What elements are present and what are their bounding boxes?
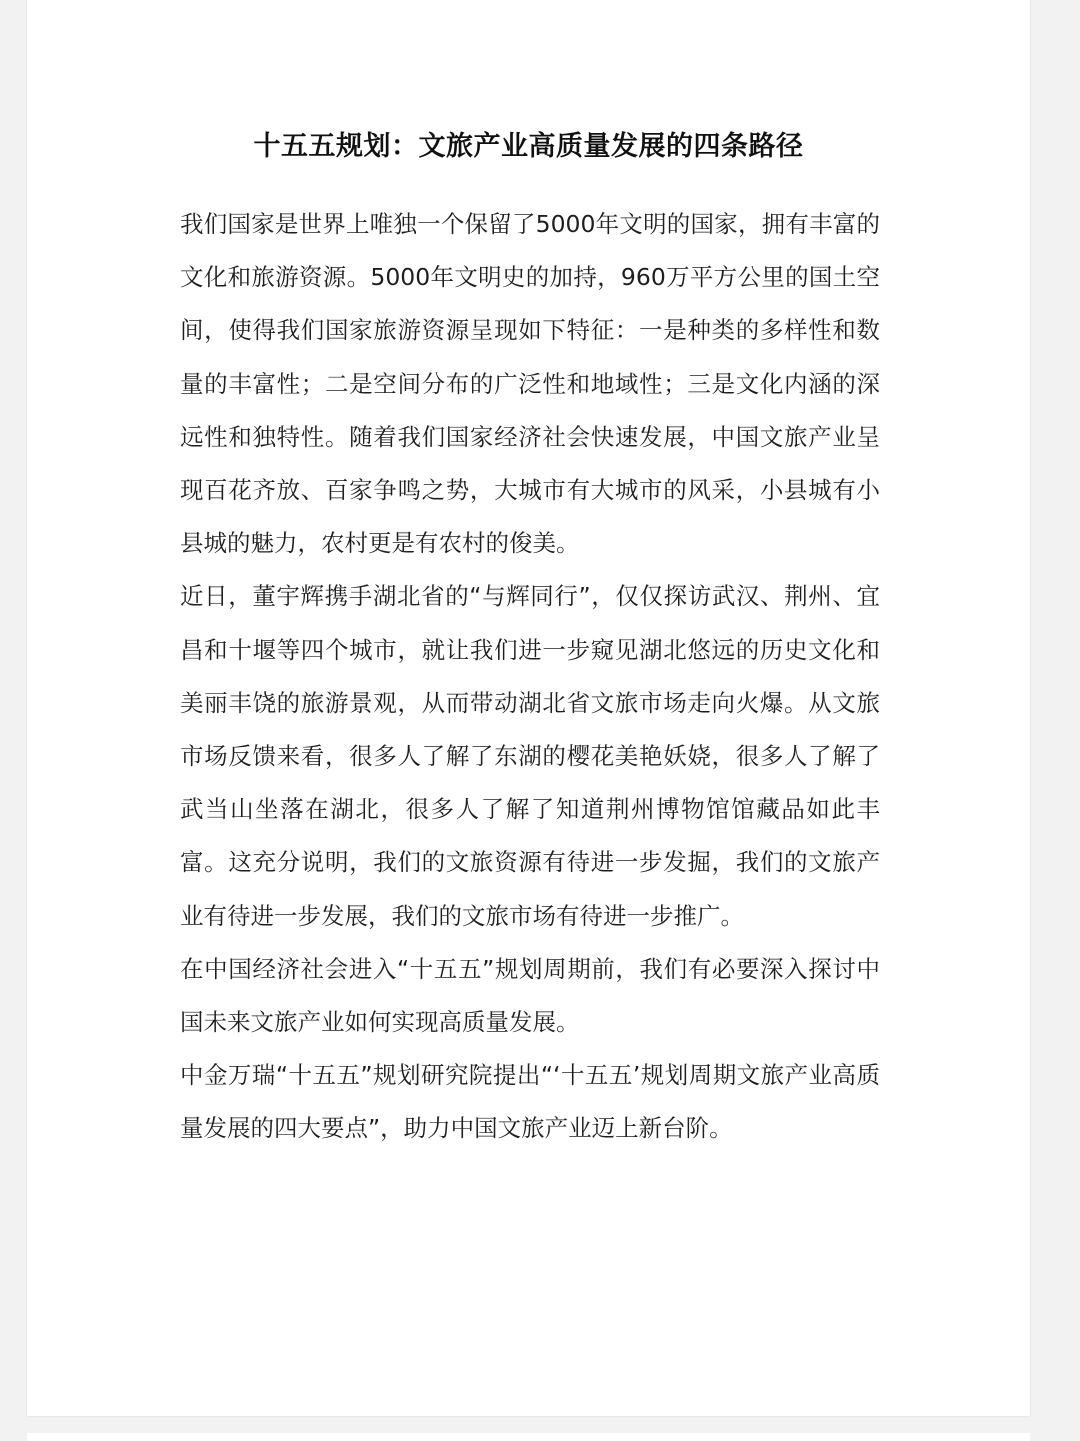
article-page: [27, 0, 1030, 1416]
article-paragraph: 在中国经济社会进入“十五五”规划周期前，我们有必要深入探讨中国未来文旅产业如何实现高质量发展。: [180, 954, 880, 1037]
article-body: [180, 198, 880, 1156]
article-paragraph: 我们国家是世界上唯独一个保留了5000年文明的国家，拥有丰富的文化和旅游资源。5000年文明史的加持，960万平方公里的国土空间，使得我们国家旅游资源呈现如下特征：一是种类的多样性和数量的丰富性；二是空间分布的广泛性和地域性；三是文化内涵的深远性和独特性。随着我们国家经济社会快速发展，中国文旅产业呈现百花齐放、百家争鸣之势，大城市有大城市的风采，小县城有小县城的魅力，农村更是有农村的俊美。: [180, 210, 880, 558]
article-title: 十五五规划：文旅产业高质量发展的四条路径: [253, 131, 804, 162]
article-paragraph: 中金万瑞“十五五”规划研究院提出“‘十五五’规划周期文旅产业高质量发展的四大要点”，助力中国文旅产业迈上新台阶。: [180, 1061, 880, 1143]
article-paragraph: 近日，董宇辉携手湖北省的“与辉同行”，仅仅探访武汉、荆州、宜昌和十堰等四个城市，就让我们进一步窥见湖北悠远的历史文化和美丽丰饶的旅游景观，从而带动湖北省文旅市场走向火爆。从文旅市场反馈来看，很多人了解了东湖的樱花美艳妖娆，很多人了解了武当山坐落在湖北，很多人了解了知道荆州博物馆馆藏品如此丰富。这充分说明，我们的文旅资源有待进一步发掘，我们的文旅产业有待进一步发展，我们的文旅市场有待进一步推广。: [180, 582, 880, 930]
next-page-edge: [27, 1433, 1030, 1441]
